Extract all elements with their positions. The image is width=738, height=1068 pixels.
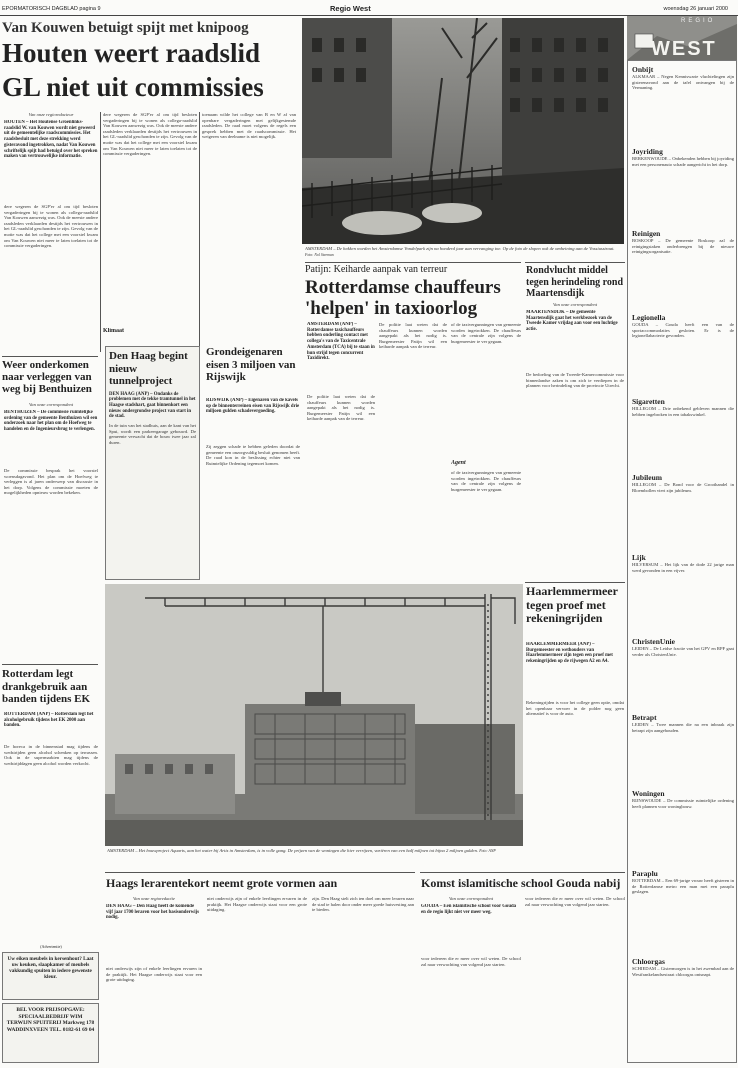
sidebar-item-text: SCHIEDAM – Gistermorgen is in het zwembad aan de Westfrankelandsestraat chloorgas ontsnapt. <box>632 966 734 977</box>
sidebar-item-text: ALKMAAR – Negen Kenniswarie vluchtelingen zijn gisterenavond aan de tafel ontvangen bij de Vermaning. <box>632 74 734 91</box>
vondelpark-photo-image <box>302 18 624 244</box>
leraren-lead: DEN HAAG – Den Haag heeft de komende vijf jaar 1700 leraren voor het basisonderwijs nodig. <box>106 904 199 921</box>
photo-top-credit: Foto: Nol Steeman <box>305 252 334 257</box>
weer-lead: BENTHUIZEN – De commissie ruimtelijke ordening van de gemeente Benthuizen wil een onderzoek naar het plan om de Hoefweg te handelen en de Ingenieursbrug te verlengen. <box>4 410 98 433</box>
sidebar-item <box>632 637 734 713</box>
header-left: EPORMATORISCH DAGBLAD pagina 9 <box>2 6 101 12</box>
logo-bottom-text: WEST <box>651 38 717 60</box>
leraren-byline: Van onze regioredactie <box>132 896 175 901</box>
lead-subhead: Klimaat <box>103 328 124 334</box>
gouda-lead: GOUDA – Een islamitische school voor Gouda en de regio lijkt niet ver meer weg. <box>421 904 517 915</box>
column-rule <box>199 112 200 352</box>
sidebar-item <box>632 397 734 473</box>
rotterdam-legt-lead: ROTTERDAM (ANP) – Rotterdam legt het alcoholgebruik tijdens het EK 2000 aan banden. <box>4 712 94 729</box>
haag-body: In de tuin van het stadhuis, aan de kant van het Spui, wordt een parkeergarage gebouwd. De gemeente verwacht dat de bouw twee jaar zal duren. <box>109 423 196 445</box>
sidebar-item <box>632 229 734 313</box>
weer-body: De commissie besprak het voorstel woensdagavond. Het plan om de Hoefweg te verleggen is al jaren onderwerp van discussie in het dorp. Volgens de commissie moeten de mogelijkheden opnieuw worden bekeken. <box>4 468 98 496</box>
column-rule <box>100 112 101 352</box>
story-rule <box>2 664 98 665</box>
haarlem-lead: HAARLEMMERMEER (ANP) – Burgemeester en wethouders van Haarlemmermeer zijn tegen een proef met rekeningrijden op de rijwegen A2 en A4. <box>526 642 613 665</box>
sidebar-item-title: Lijk <box>632 553 646 562</box>
rijswijk-headline: Grondeigenaren eisen 3 miljoen van Rijswijk <box>206 346 296 383</box>
haag-headline: Den Haag begint nieuw tunnelproject <box>109 350 188 387</box>
leraren-body-col2: niet onderwijs zijn of enkele leerlingen ervaren in de praktijk. Het Haagse onderwijs staat voor een grote uitdaging. <box>207 896 307 913</box>
sidebar-item <box>632 957 734 1041</box>
sidebar-item-text: HILVERSUM – Het lijk van de dode 22 jarige man werd gevonden in een vijver. <box>632 562 734 573</box>
sidebar-item-text: BOSKOOP – De gemeente Boskoop zal de reinigingstaken onderbrengen bij de nieuwe reinigingsorganisatie. <box>632 238 734 255</box>
gouda-byline: Van onze correspondent <box>449 896 493 901</box>
sidebar-item-title: Onbijt <box>632 65 654 74</box>
aquarts-photo-image <box>105 584 523 846</box>
sidebar-items <box>632 65 734 1041</box>
patijn-lead: AMSTERDAM (ANP) – Rotterdamse taxichauffeurs hebben onderling contact met collega's van de Taxicentrale Amsterdam (TCA) bij te staan in hun strijd tegen concurrent Taxidirekt. <box>307 322 375 362</box>
photo-top-caption <box>305 246 623 260</box>
maartensdijk-body: De bedoeling van de Tweede-Kamercommissie voor binnenlandse zaken is om zich te verdiepen in de plannen voor herindeling van de provincie Utrecht. <box>526 372 624 389</box>
patijn-body-col2: De politie laat weten dat de chauffeurs kunnen worden aangepakt als het nodig is. Burgemeester Patijn wil een keiharde aanpak van de terreur. <box>379 322 447 350</box>
photo-vondelpark <box>302 18 624 244</box>
rijswijk-body: Zij zeggen schade te hebben geleden doordat de gemeente een onzorgvuldig besluit genomen heeft. De raad kon in de beslissing echter niet van Ruimtelijke Ordening tegemoet komen. <box>206 444 300 466</box>
rotterdam-legt-headline: Rotterdam legt drankgebruik aan banden tijdens EK <box>2 668 91 705</box>
advert-box-2-text: BEL VOOR PRIJSOPGAVE: SPECIAALBEDRIJF WIM TERWIJN SPUITERIJ Markweg 178 WADDINXVEEN TEL. 0182-61 69 04 <box>6 1007 95 1033</box>
photo-bottom-caption-text: AMSTERDAM – Het bouwproject Aquarts, aan het water bij Artis in Amsterdam, is in volle gang. De prijzen van de woningen die hier verrijzen, variëren van een half miljoen tot bijna 2 miljoen gulden. <box>107 848 479 853</box>
sidebar-item-text: LEIDEN – De Leidse fractie van het GPV en RPF gaat verder als ChristenUnie. <box>632 646 734 657</box>
advert-box-2 <box>2 1003 99 1063</box>
photo-bottom-credit: Foto: ANP <box>479 849 496 853</box>
lead-intro: HOUTEN – Het Houtense Groenlinks-raadslid W. van Kouwen wordt niet geweerd uit de gemeentelijke raadscommissies. Het raadsbesluit met deze strekking werd gisteravond ingetrokken, nadat Van Kouwen schriftelijk spijt had betuigd over het spreken maken van vertrouwelijke informatie. <box>4 120 98 160</box>
sidebar-item-title: Reinigen <box>632 229 661 238</box>
maartensdijk-lead: MAARTENSDIJK – De gemeente Maartensdijk gaat het werkbezoek van de Tweede Kamer vrijdag aan voor een luchtige actie. <box>526 310 618 333</box>
patijn-headline-1: Rotterdamse chauffeurs <box>305 277 501 298</box>
sidebar-item <box>632 65 734 147</box>
sidebar-item-title: Legionella <box>632 313 666 322</box>
haag-lead: DEN HAAG (ANP) – Ondanks de problemen met de tekke tramtunnel in het Haagse stadshart, gaat binnenkort een nieuw ondergrondse project van start in de stad. <box>109 391 196 420</box>
story-rule <box>420 872 625 873</box>
lead-byline: Van onze regioredacteur <box>28 112 74 117</box>
sidebar-item-title: Sigaretten <box>632 397 665 406</box>
advert-box-1 <box>2 952 99 1000</box>
patijn-headline-2: 'helpen' in taxioorlog <box>305 298 478 319</box>
lead-body-col3: toenaam wilde het college van B en W af van openbare vergaderingen met gelijkgestemde raadsleden. De raad moet volgens de regels een gesprek hebben met de raadscommissie. Het weigeren van deelname is niet mogelijk. <box>202 112 296 140</box>
header-date: woensdag 26 januari 2000 <box>663 6 728 12</box>
haarlem-headline: Haarlemmermeer tegen proef met rekeningrijden <box>526 585 618 625</box>
sidebar-column <box>627 60 737 1063</box>
story-rule <box>105 872 415 873</box>
story-rule <box>525 582 625 583</box>
gouda-body-col2: voor iedereen die er meer over wil weten. De school zal naar verwachting van volgend jaar starten. <box>525 896 625 907</box>
patijn-subhead: Agent <box>451 460 466 466</box>
haag-tunnel-box <box>105 346 200 580</box>
leraren-headline: Haags lerarentekort neemt grote vormen aan <box>106 876 338 890</box>
sidebar-item-text: ROTTERDAM – Een 69-jarige vrouw heeft gisteren in de Rotterdamse metro een man met een paraplu geslagen. <box>632 878 734 895</box>
sidebar-item-text: GOUDA – Gouda heeft een van de sportaccommodaties gesloten. Er is de legionellabacterie gevonden. <box>632 322 734 339</box>
sidebar-item-text: LEIDEN – Twee mannen die na een inbraak zijn betrapt zijn aangehouden. <box>632 722 734 733</box>
sidebar-item <box>632 869 734 957</box>
sidebar-item <box>632 789 734 869</box>
gouda-headline: Komst islamitische school Gouda nabij <box>421 876 621 890</box>
page-header <box>0 3 738 15</box>
story-rule <box>525 262 625 263</box>
patijn-kicker: Patijn: Keiharde aanpak van terreur <box>305 264 448 275</box>
lead-headline-2: GL niet uit commissies <box>2 72 264 102</box>
story-rule <box>305 262 521 263</box>
weer-byline: Van onze correspondent <box>29 402 73 407</box>
photo-aquarts <box>105 584 523 846</box>
sidebar-item-text: BERKENWOUDE – Onbekenden hebben bij joyriding met een personenauto schade aangericht in het dorp. <box>632 156 734 167</box>
logo-top-text: REGIO <box>681 18 716 24</box>
photo-top-caption-text: AMSTERDAM – De hekken worden het Amsterdamse Vondelpark zijn na honderd jaar aan vervanging toe. Op de foto de slopen ook de omheining aan de Vossiusstraat. <box>305 246 615 251</box>
sidebar-item-title: Woningen <box>632 789 665 798</box>
maartensdijk-headline: Rondvlucht middel tegen herindeling rond Maartensdijk <box>526 265 624 299</box>
lead-body-col2: dere wegeren de SGP'er al om tijd besloten vergaderingen bij te wonen als collega-raadslid Van Kouwen aanwezig was. Ook de meeste andere raadsleden verklaarden destijds het vertrouwen in het GL-raadslid geschonden te zijn. Gevolg van de motie was dat het college met een voorstel kwam om Van Kouwen niet meer te laten toelaten tot de commissie vergaderingen. <box>103 112 197 157</box>
patijn-body-col4: of de taxivergunningen van gemeente worden ingetrokken. De chauffeurs van de centrale zijn volgens de burgemeester te ver gegaan. <box>451 470 521 492</box>
sidebar-item-title: Chloorgas <box>632 957 665 966</box>
advert-label: (Advertentie) <box>40 944 62 949</box>
lead-headline-1: Houten weert raadslid <box>2 38 260 68</box>
sidebar-item-text: HILLEGOM – De Bond voor de Groothandel in Bloembollen viert zijn jubileum. <box>632 482 734 493</box>
gouda-body-col1: voor iedereen die er meer over wil weten. De school zal naar verwachting van volgend jaar starten. <box>421 956 521 967</box>
lead-body-col1: dere wegeren de SGP'er al om tijd besloten vergaderingen bij te wonen als collega-raadslid Van Kouwen aanwezig was. Ook de meeste andere raadsleden verklaarden destijds het vertrouwen in het GL-raadslid geschonden te zijn. Gevolg van de motie was dat het college met een voorstel kwam om Van Kouwen niet meer te laten toelaten tot de commissie vergaderingen. <box>4 204 98 249</box>
leraren-body-col3: zijn. Den Haag stelt zich ten doel om meer leraren naar de stad te halen door onder meer goede huisvesting aan te bieden. <box>312 896 414 913</box>
patijn-body-col3: of de taxivergunningen van gemeente worden ingetrokken. De chauffeurs van de centrale zijn volgens de burgemeester te ver gegaan. <box>451 322 521 344</box>
rotterdam-legt-body: De horeca in de binnenstad mag tijdens de wedstrijden geen alcohol schenken op terrassen. Ook in de supermarkten mag tijdens de wedstrijddagen geen alcohol worden verkocht. <box>4 744 98 766</box>
sidebar-item-title: Jubileum <box>632 473 663 482</box>
sidebar-item-title: Paraplu <box>632 869 658 878</box>
weer-headline: Weer onderkomen naar verleggen van weg bij Benthuizen <box>2 359 92 395</box>
sidebar-item-title: Betrapt <box>632 713 657 722</box>
sidebar-item-title: Joyriding <box>632 147 663 156</box>
story-rule <box>2 356 98 357</box>
lead-kicker: Van Kouwen betuigt spijt met knipoog <box>2 20 249 36</box>
header-section: Regio West <box>330 4 371 13</box>
advert-box-1-text: Uw eiken meubels in kersenhout? Laat uw keuken, slaapkamer of meubels vakkundig spuiten in iedere gewenste kleur. <box>7 956 94 980</box>
photo-bottom-caption <box>107 848 523 870</box>
sidebar-item-text: RIJNSWOUDE – De commissie ruimtelijke ordening heeft plannen voor woningbouw. <box>632 798 734 809</box>
sidebar-item-title: ChristenUnie <box>632 637 675 646</box>
sidebar-item <box>632 473 734 553</box>
sidebar-item <box>632 553 734 637</box>
haarlem-body: Rekeningrijden is voor het college geen optie, omdat het openbaar vervoer in de polder nog geen alternatief is voor de auto. <box>526 700 624 717</box>
sidebar-item <box>632 313 734 397</box>
patijn-body-col1: De politie laat weten dat de chauffeurs kunnen worden aangepakt als het nodig is. Burgemeester Patijn wil een keiharde aanpak van de terreur. <box>307 394 375 422</box>
rijswijk-lead: RIJSWIJK (ANP) – Eigenaren van de kavels op de binnenterreinen eisen van Rijswijk drie miljoen gulden schadevergoeding. <box>206 398 300 415</box>
sidebar-item-text: HILLEGOM – Drie onbekend gebleven mannen die hebben ingebroken in een tabakswinkel. <box>632 406 734 417</box>
sidebar-item <box>632 713 734 789</box>
leraren-body-col1: niet onderwijs zijn of enkele leerlingen ervaren in de praktijk. Het Haagse onderwijs staat voor een grote uitdaging. <box>106 966 202 983</box>
maartensdijk-byline: Van onze correspondent <box>553 302 597 307</box>
sidebar-item <box>632 147 734 229</box>
regio-west-logo <box>627 16 737 60</box>
